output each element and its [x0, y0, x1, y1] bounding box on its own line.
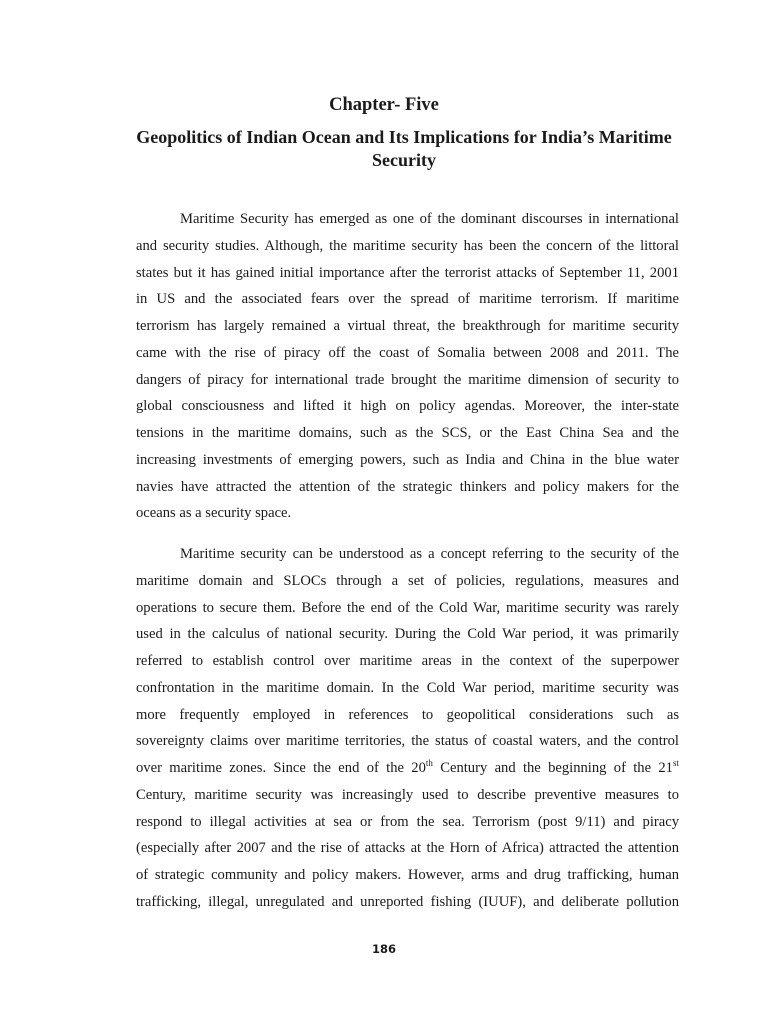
- text-line: Maritime security can be understood as a concept referring to the security of the: [180, 546, 679, 562]
- text-line: maritime domain and SLOCs through a set of policies, regulations, measures and: [136, 572, 679, 589]
- text-line: confrontation in the maritime domain. In the Cold War period, maritime security was: [136, 679, 679, 696]
- text-line: tensions in the maritime domains, such as the SCS, or the East China Sea and the: [136, 425, 679, 441]
- chapter-title: Geopolitics of Indian Ocean and Its Implications for India’s Maritime Security: [136, 127, 672, 170]
- text-line: and security studies. Although, the maritime security has been the concern of the littoral: [136, 237, 679, 254]
- text-line: trafficking, illegal, unregulated and unreported fishing (IUUF), and deliberate pollution: [136, 893, 679, 910]
- text-line: used in the calculus of national security. During the Cold War period, it was primarily: [136, 626, 679, 643]
- text-line: more frequently employed in references to geopolitical considerations such as: [136, 706, 679, 723]
- text-line: (especially after 2007 and the rise of attacks at the Horn of Africa) attracted the attention: [136, 840, 679, 857]
- text-line: Maritime Security has emerged as one of the dominant discourses in international: [180, 211, 679, 227]
- text-line: navies have attracted the attention of the strategic thinkers and policy makers for the: [136, 478, 679, 495]
- text-line: global consciousness and lifted it high on policy agendas. Moreover, the inter-state: [136, 398, 679, 415]
- text-line: Century, maritime security was increasingly used to describe preventive measures to: [136, 786, 679, 803]
- chapter-heading: Chapter- Five: [329, 95, 439, 115]
- text-line: in US and the associated fears over the spread of maritime terrorism. If maritime: [136, 291, 679, 308]
- text-line: dangers of piracy for international trade brought the maritime dimension of security to: [136, 371, 679, 388]
- text-line: terrorism has largely remained a virtual threat, the breakthrough for maritime security: [136, 318, 679, 334]
- text-line: operations to secure them. Before the end of the Cold War, maritime security was rarely: [136, 599, 679, 616]
- text-line-with-superscripts: [136, 755, 679, 782]
- line-segment: Century and the beginning of the 21: [432, 760, 673, 776]
- text-line: sovereignty claims over maritime territories, the status of coastal waters, and the control: [136, 733, 679, 750]
- superscript: th: [425, 758, 433, 768]
- text-line: referred to establish control over maritime areas in the context of the superpower: [136, 653, 679, 669]
- superscript: st: [672, 758, 679, 768]
- paragraph-2: [136, 541, 679, 916]
- page-number: 186: [371, 942, 396, 956]
- text-line: increasing investments of emerging powers, such as India and China in the blue water: [136, 451, 679, 468]
- text-line: respond to illegal activities at sea or from the sea. Terrorism (post 9/11) and piracy: [136, 813, 679, 830]
- text-line: oceans as a security space.: [136, 505, 292, 522]
- text-line: of strategic community and policy makers. However, arms and drug trafficking, human: [136, 867, 679, 883]
- text-line: states but it has gained initial importance after the terrorist attacks of September 11, 2001: [136, 264, 679, 281]
- text-line: came with the rise of piracy off the coast of Somalia between 2008 and 2011. The: [136, 344, 679, 361]
- paragraph-1: [136, 206, 679, 527]
- line-segment: over maritime zones. Since the end of the 20: [136, 760, 426, 776]
